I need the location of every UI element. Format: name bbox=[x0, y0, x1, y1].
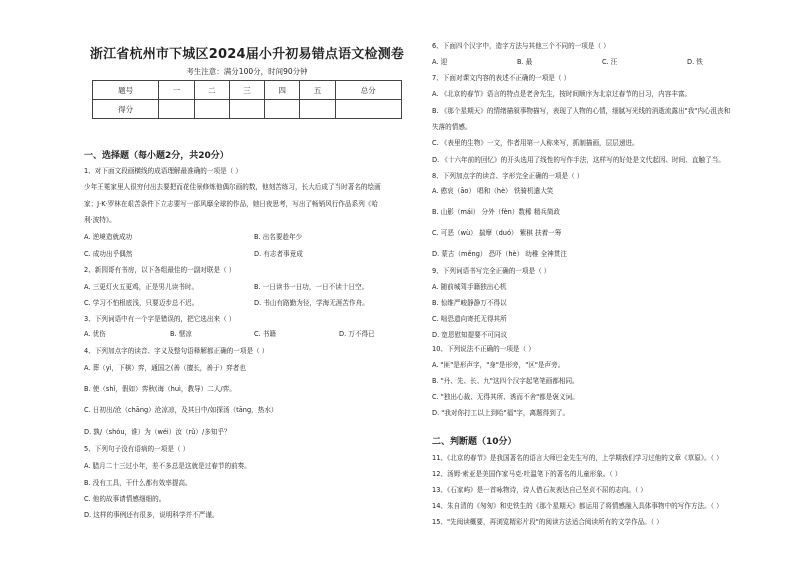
score-table-header-row bbox=[93, 81, 402, 100]
option-a[interactable]: A. 逆境造就成功 bbox=[84, 233, 133, 241]
option-b[interactable]: B. "丹、先、长、九"这四个汉字起笔笔画都相同。 bbox=[432, 377, 579, 385]
option-d[interactable]: D. 有志者事竟成 bbox=[254, 250, 303, 258]
question-stem: 2、新园哥有书房，以下各组最佳的一副对联是（ ） bbox=[84, 266, 236, 274]
score-cell: 总分 bbox=[335, 81, 401, 100]
option-c[interactable]: C. 可恶（wù） 揣摩（duó） 紫棋 扶着一筹 bbox=[432, 229, 562, 237]
score-input-cell[interactable] bbox=[335, 100, 401, 119]
question-stem: 3、下列词语中有一个字是错误的，把它选出来（ ） bbox=[84, 315, 236, 323]
question-stem: 10、下列说法不正确的一项是（ ） bbox=[432, 345, 535, 353]
page-title: 浙江省杭州市下城区2024届小升初易错点语文检测卷 bbox=[89, 47, 405, 62]
question-stem: 7、下面对课文内容的表述不正确的一项是（ ） bbox=[432, 74, 571, 82]
option-b-cont: 失落的情感。 bbox=[432, 123, 472, 131]
score-cell: 题号 bbox=[93, 81, 159, 100]
score-cell: 四 bbox=[265, 81, 300, 100]
option-b[interactable]: B. 一日读书一日功，一日不读十日空。 bbox=[254, 283, 369, 291]
option-d[interactable]: D. 孰/（shóu，谁）为（wéi）汝（rǔ）/多知乎？ bbox=[84, 428, 231, 436]
option-a[interactable]: A. 优伤 bbox=[84, 330, 106, 338]
option-d[interactable]: D. 铁 bbox=[687, 58, 703, 66]
option-c[interactable]: C. 学习不怕根底浅，只要迈步总不迟。 bbox=[84, 299, 199, 307]
question-stem: 1、对下面文段画横线的成语理解最准确的一项是（ ） bbox=[84, 167, 242, 175]
section-heading: 一、选择题（每小题2分，共20分） bbox=[84, 151, 229, 161]
option-b[interactable]: B. 惬凉 bbox=[170, 330, 192, 338]
option-b[interactable]: B. 《那个星期天》的情绪描叙事物描写，表现了人物的心情，细腻写光线的消逝流露出"我"内心沮丧和 bbox=[432, 107, 731, 115]
score-cell: 二 bbox=[194, 81, 229, 100]
option-d[interactable]: D. 蒙古（měng） 恐吓（hè） 幼稚 全神贯注 bbox=[432, 250, 567, 258]
option-b[interactable]: B. 惊维严峻静静万不得以 bbox=[432, 299, 507, 307]
option-d[interactable]: D. 万不得已 bbox=[339, 330, 375, 338]
option-c[interactable]: C. "独出心裁、无得其所、诱而不舍"都是褒义词。 bbox=[432, 393, 579, 401]
option-a[interactable]: A. 迎 bbox=[432, 58, 448, 66]
section-heading: 二、判断题（10分） bbox=[432, 437, 517, 447]
passage-text: 家；J·K·罗林在艰苦条件下立志要写一部风靡全球的作品，她日夜思考，写出了畅销风行作品系列《哈 bbox=[84, 200, 378, 208]
question-stem: 8、下列加点字的读音、字形完全正确的一项是（ ） bbox=[432, 172, 584, 180]
question-stem: 6、下面四个汉字中，造字方法与其他三个不同的一项是（ ） bbox=[432, 42, 610, 50]
score-input-cell[interactable] bbox=[300, 100, 335, 119]
option-c[interactable]: C. 他的故事请情感细细的。 bbox=[84, 495, 166, 503]
score-cell: 一 bbox=[159, 81, 194, 100]
option-c[interactable]: C. 成功出乎偶然 bbox=[84, 250, 133, 258]
score-table-score-row bbox=[93, 100, 402, 119]
option-c[interactable]: C. 书籍 bbox=[254, 330, 276, 338]
score-cell: 三 bbox=[229, 81, 264, 100]
option-d[interactable]: D. 这样的事例还有很多，说明科学并不严谨。 bbox=[84, 511, 219, 519]
passage-text: 利·波特》。 bbox=[84, 216, 116, 224]
score-cell: 五 bbox=[300, 81, 335, 100]
option-a[interactable]: A. "匪"是形声字，"身"是形旁，"区"是声旁。 bbox=[432, 361, 565, 369]
option-b[interactable]: B. 没有工具，干什么都有效率提高。 bbox=[84, 479, 192, 487]
option-a[interactable]: A. 憨哀（āo） 唱和（hè） 铁骑机遣大笑 bbox=[432, 187, 554, 195]
option-b[interactable]: B. 出名要趁年少 bbox=[254, 233, 303, 241]
option-a[interactable]: A. 葬（yì，下棋）弈，通国之(善（擅长，善于）弈者也 bbox=[84, 364, 246, 372]
option-a[interactable]: A. 腊月二十三过小年，差不多总是这就是过春节的前奏。 bbox=[84, 462, 251, 470]
option-b[interactable]: B. 最 bbox=[517, 58, 533, 66]
option-d[interactable]: D. 书山有路勤为径，学海无涯苦作舟。 bbox=[254, 299, 369, 307]
option-c[interactable]: C. 《表里的生物》一文，作者用第一人称来写，抓制描画，层层递进。 bbox=[432, 139, 639, 147]
passage-text: 少年王冕家里人很穷付出去要把而花佳景修炼他偶尔画的数，他刻苦练习，长大后成了当时著名的绘画 bbox=[84, 183, 381, 191]
exam-notice: 考生注意：满分100分，时间90分钟 bbox=[186, 67, 308, 76]
score-input-cell[interactable] bbox=[194, 100, 229, 119]
option-c[interactable]: C. 日初出/沧（chāng）沧凉凉，及其日中/如探汤（tāng，热水） bbox=[84, 406, 278, 414]
question-stem: 9、下列词语书写完全正确的一项是（ ） bbox=[432, 267, 551, 275]
judgement-question[interactable]: 12、汤姆·索亚是美国作家马克·吐温笔下的著名的儿童形象。（ ） bbox=[432, 470, 622, 478]
option-d[interactable]: D. "我对你打工以上到哈"福"字，离题得到了。 bbox=[432, 409, 570, 417]
option-c[interactable]: C. 汪 bbox=[602, 58, 618, 66]
option-c[interactable]: C. 咄恐遗向寄托无得其所 bbox=[432, 315, 507, 323]
option-d[interactable]: D. 宽恩慰知提要不可同议 bbox=[432, 331, 508, 339]
score-cell: 得分 bbox=[93, 100, 159, 119]
option-b[interactable]: B. 使（shǐ，假如）弈秋(诲（huì，教导）二人/弈。 bbox=[84, 385, 236, 393]
option-a[interactable]: A. 随前城驾手籍独出心机 bbox=[432, 283, 507, 291]
question-stem: 5、下列句子没有语病的一项是（ ） bbox=[84, 445, 190, 453]
score-input-cell[interactable] bbox=[265, 100, 300, 119]
judgement-question[interactable]: 11、《北京的春节》是我国著名的语言大师巴金先生写的，上学期我们学习过他的文章《草原》。（ ） bbox=[432, 454, 723, 462]
score-input-cell[interactable] bbox=[229, 100, 264, 119]
option-a[interactable]: A. 三更灯火五更鸡，正是男儿读书时。 bbox=[84, 283, 199, 291]
question-stem: 4、下列加点字的读音、字义及整句语释解都正确的一项是（ ） bbox=[84, 347, 269, 355]
option-d[interactable]: D. 《十六年前的回忆》的开头选用了线性的写作手法，这样写的好处是文代起因、时间、直触了当。 bbox=[432, 156, 725, 164]
score-table bbox=[92, 80, 402, 119]
option-a[interactable]: A. 《北京的春节》语言的特点是老舍先生，按时间顺序为北京过春节的日习，内容丰富。 bbox=[432, 90, 692, 98]
judgement-question[interactable]: 13、《石家屿》是一首咏物诗，诗人借石灰表达自己坚贞不屈的志向。（ ） bbox=[432, 486, 647, 494]
judgement-question[interactable]: 15、"先阅读概要，再浏览精彩片段"的阅读方法适合阅读所有的文学作品。（ ） bbox=[432, 518, 663, 526]
option-b[interactable]: B. 山影（mái） 分外（fèn）数稀 精兵简政 bbox=[432, 208, 561, 216]
score-input-cell[interactable] bbox=[159, 100, 194, 119]
judgement-question[interactable]: 14、朱自清的《匆匆》和史铁生的《那个星期天》都运用了将情感融入具体事物中的写作方法。（ ） bbox=[432, 502, 723, 510]
